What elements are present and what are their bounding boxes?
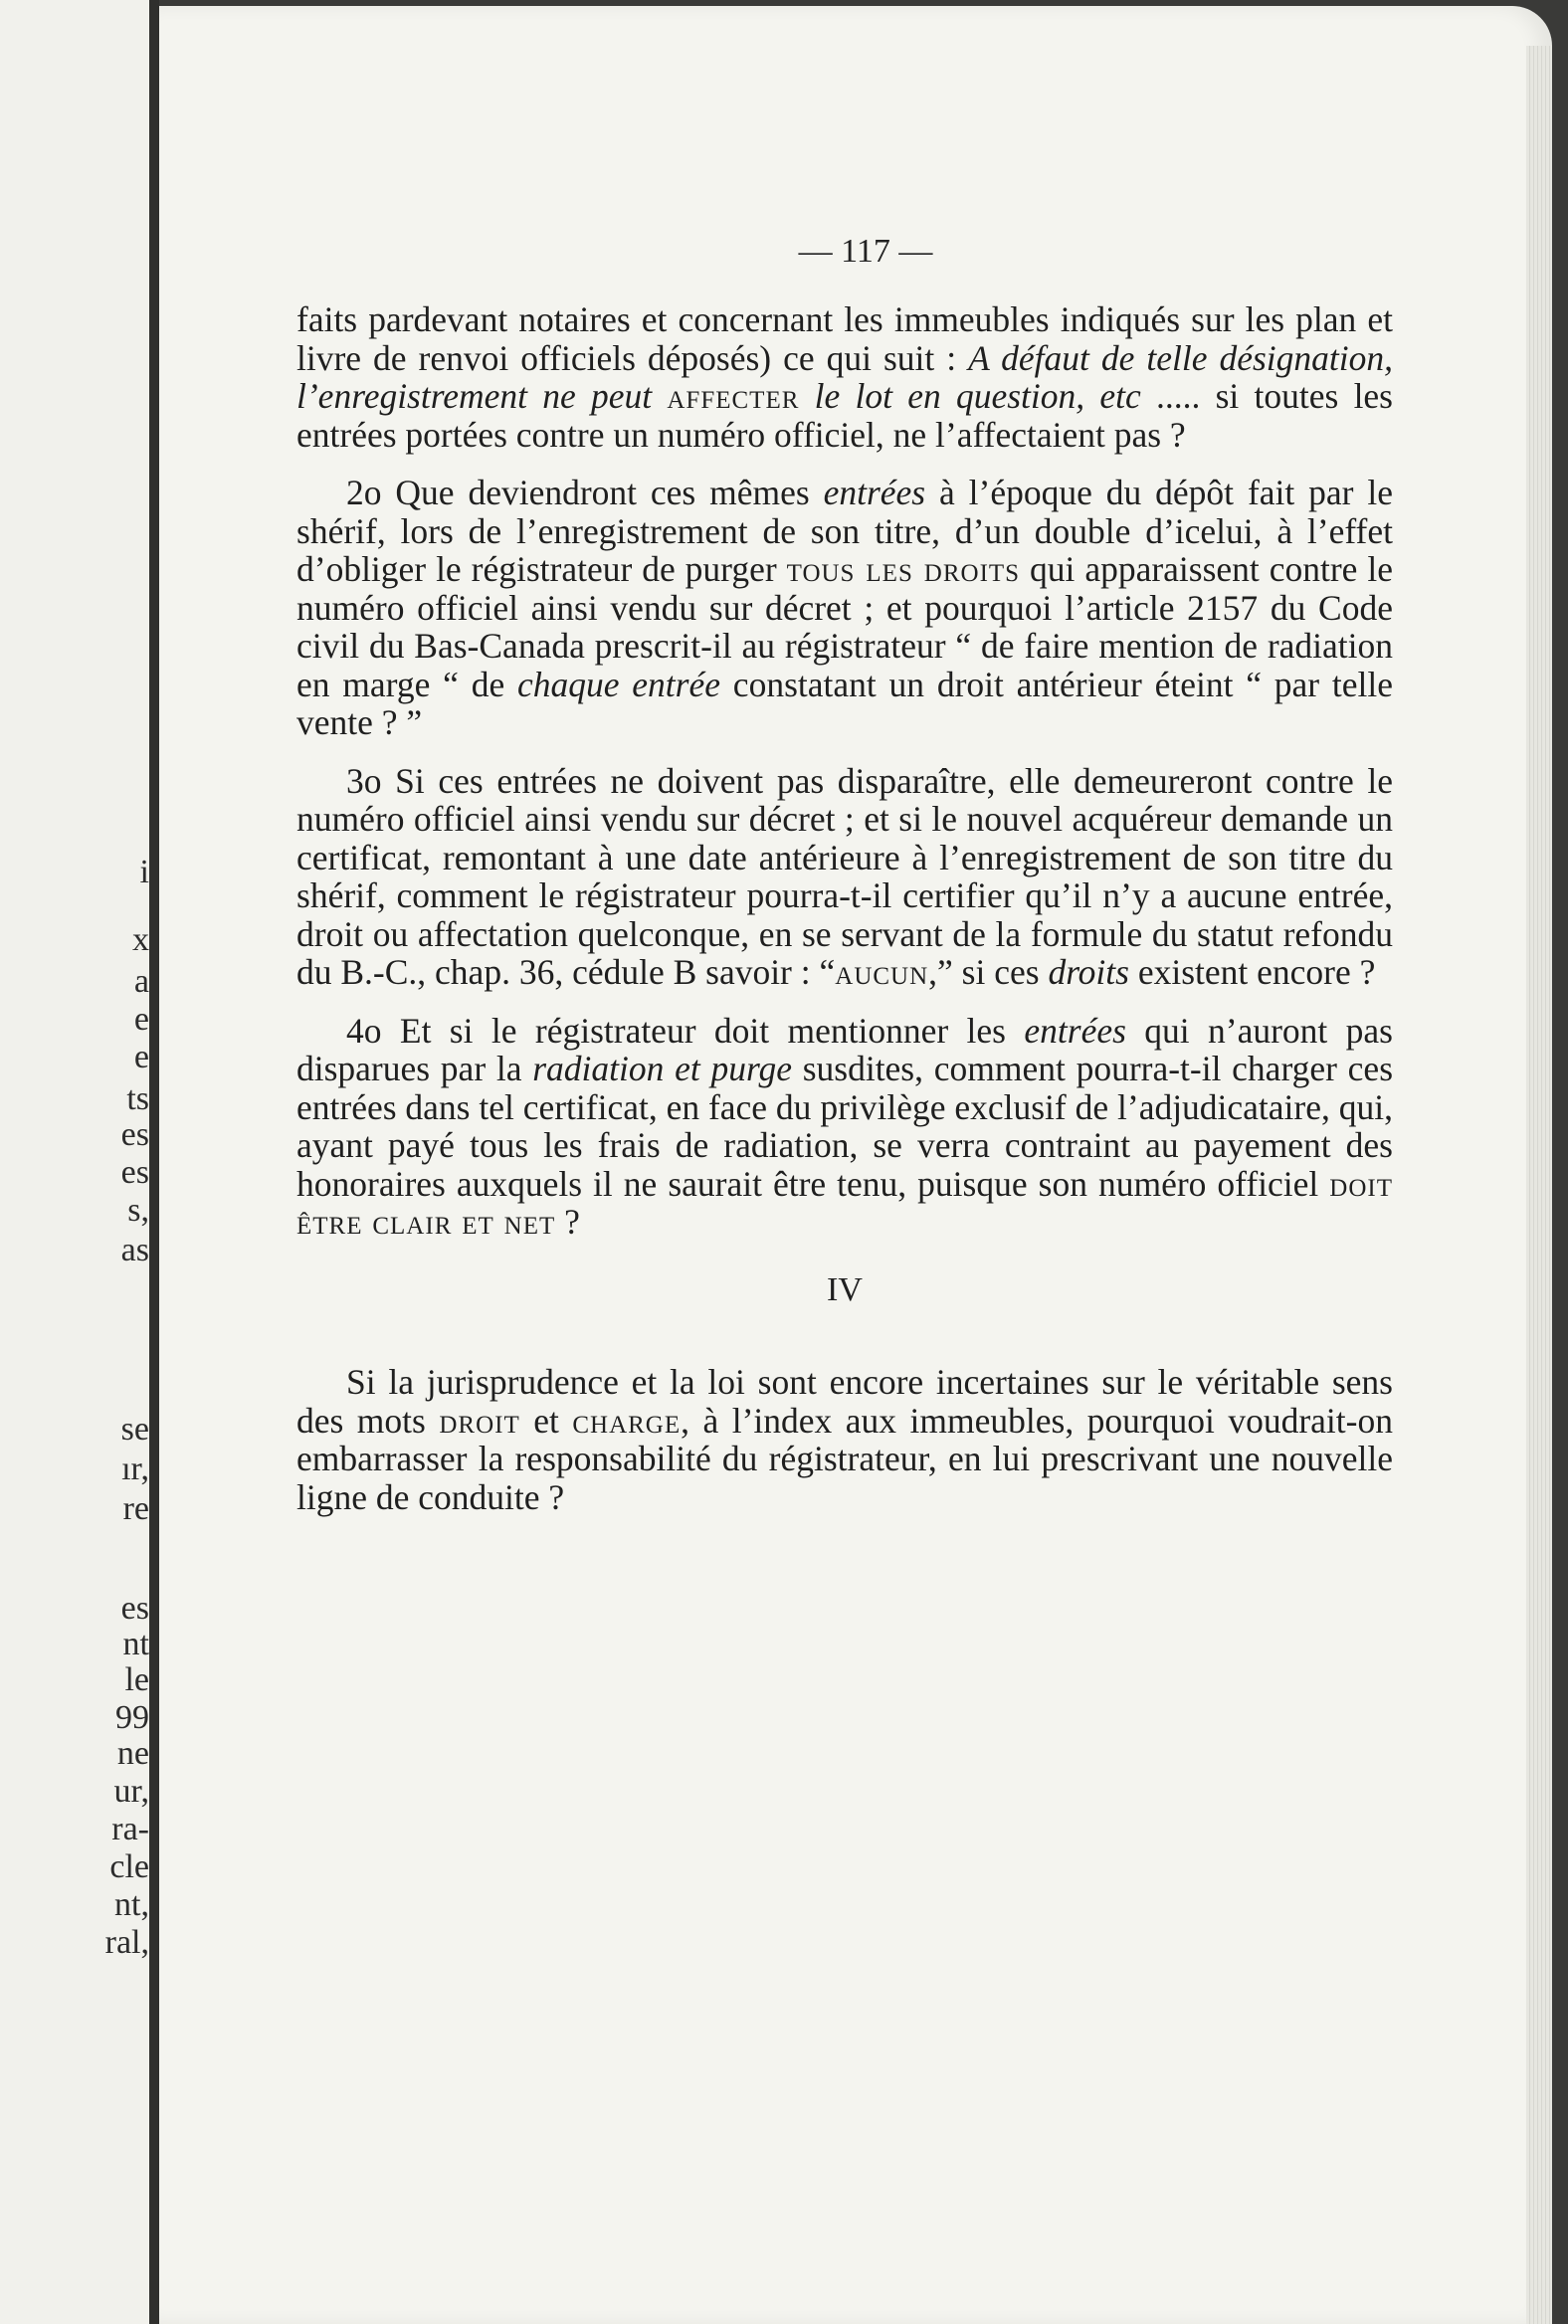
facing-page-fragment: ne — [116, 1735, 149, 1772]
text-run: susdites, comment pourra-t-il charger ces entrées dans tel certificat, en face du privilège exclusif de l’adjudicataire, qui, ayant payé tous les frais de radiation, se verra contraint au payement des honoraires auxquels il ne saurait être tenu, puisque son numéro officiel — [296, 1049, 1394, 1204]
book-page — [159, 6, 1552, 2324]
facing-page-edge — [0, 0, 149, 2324]
text-run: droit — [439, 1400, 520, 1441]
facing-page-fragment: nt — [122, 1626, 149, 1662]
facing-page-fragment: es — [120, 1116, 149, 1153]
text-run: 3o Si ces entrées ne doivent pas disparaître, elle demeureront contre le numéro officiel ainsi vendu sur décret ; et si le nouvel acquéreur demande un certificat, remontant à une date antérieure à l’enregistrement de son titre du shérif, comment le régistrateur pourra-t-il certifier qu’il n’y a aucune entrée, droit ou affectation quelconque, en se servant de la formule du statut refondu du B.-C., chap. 36, cédule B savoir : “ — [296, 760, 1393, 992]
text-run: ? — [555, 1202, 580, 1242]
facing-page-fragment: se — [120, 1411, 149, 1448]
facing-page-text-fragments — [0, 0, 149, 2324]
facing-page-fragment: ur, — [113, 1773, 149, 1810]
text-run: chaque entrée — [517, 664, 721, 704]
paragraph-continuation — [296, 300, 1393, 454]
text-run: qui apparaissent contre le numéro officiel ainsi vendu sur décret ; et pourquoi l’article 2157 du Code civil du Bas-Canada prescrit-il au régistrateur “ de faire mention de radiation en marge “ de — [296, 549, 1393, 704]
paragraph-4o — [296, 1012, 1393, 1242]
paragraph-section-iv — [296, 1363, 1393, 1516]
text-run: radiation et purge — [532, 1049, 792, 1088]
facing-page-fragment: x — [132, 921, 149, 958]
text-run: , à l’index aux immeubles, pourquoi voudrait-on embarrasser la responsabilité du régistrateur, en lui prescrivant une nouvelle ligne de conduite ? — [296, 1400, 1393, 1517]
text-run: affecter — [667, 376, 800, 416]
body-text — [296, 300, 1393, 1536]
book-gutter — [149, 0, 159, 2324]
facing-page-fragment: cle — [109, 1848, 149, 1885]
text-run: entrées — [1024, 1010, 1126, 1051]
text-run: 2o Que deviendront ces mêmes — [346, 473, 824, 512]
facing-page-fragment: a — [133, 963, 149, 1000]
section-heading: IV — [827, 1270, 863, 1308]
paragraph-2o — [296, 474, 1393, 742]
text-run: ,” si ces — [928, 952, 1049, 992]
text-run: Si la jurisprudence et la loi sont encore incertaines sur le véritable sens des mots — [296, 1362, 1393, 1441]
text-run: aucun — [835, 952, 929, 992]
text-run: ..... si toutes les entrées portées contre un numéro officiel, ne l’affectaient pas ? — [296, 376, 1393, 455]
page-edges — [1526, 46, 1552, 2324]
facing-page-fragment: i — [139, 854, 149, 890]
text-run: et — [519, 1400, 573, 1441]
facing-page-fragment: ır, — [121, 1451, 149, 1487]
facing-page-fragment: e — [133, 1039, 149, 1075]
facing-page-fragment: s, — [127, 1192, 149, 1229]
text-run: qui n’auront pas disparues par la — [296, 1010, 1394, 1088]
text-run: doit être clair et net — [296, 1163, 1393, 1242]
text-run: existent encore ? — [1128, 952, 1376, 992]
facing-page-fragment: es — [120, 1590, 149, 1627]
facing-page-fragment: e — [133, 1001, 149, 1038]
text-run: droits — [1048, 952, 1129, 992]
page-number: — 117 — — [798, 233, 933, 270]
facing-page-fragment: nt, — [114, 1886, 149, 1923]
text-run: constatant un droit antérieur éteint “ par telle vente ? ” — [296, 664, 1394, 742]
facing-page-fragment: ts — [126, 1080, 149, 1117]
facing-page-fragment: 99 — [115, 1699, 149, 1736]
text-run: 4o Et si le régistrateur doit mentionner les — [346, 1010, 1025, 1051]
facing-page-fragment: ra- — [111, 1811, 149, 1847]
facing-page-fragment: es — [120, 1154, 149, 1191]
text-run: faits pardevant notaires et concernant les immeubles indiqués sur les plan et livre de renvoi officiels déposés) ce qui suit : — [296, 299, 1393, 378]
text-run: tous les droits — [786, 549, 1021, 589]
text-run: charge — [572, 1400, 682, 1441]
paragraph-3o — [296, 762, 1393, 992]
facing-page-fragment: ral, — [104, 1924, 149, 1961]
facing-page-fragment: re — [122, 1490, 149, 1527]
text-run: entrées — [823, 473, 926, 512]
facing-page-fragment: le — [124, 1661, 149, 1698]
facing-page-fragment: as — [120, 1232, 149, 1268]
text-run: à l’époque du dépôt fait par le shérif, lors de l’enregistrement de son titre, d’un double d’icelui, à l’effet d’obliger le régistrateur de purger — [296, 473, 1393, 589]
text-run: le lot en question, etc — [799, 376, 1141, 416]
text-run: A défaut de telle désignation, l’enregistrement ne peut — [296, 337, 1394, 416]
